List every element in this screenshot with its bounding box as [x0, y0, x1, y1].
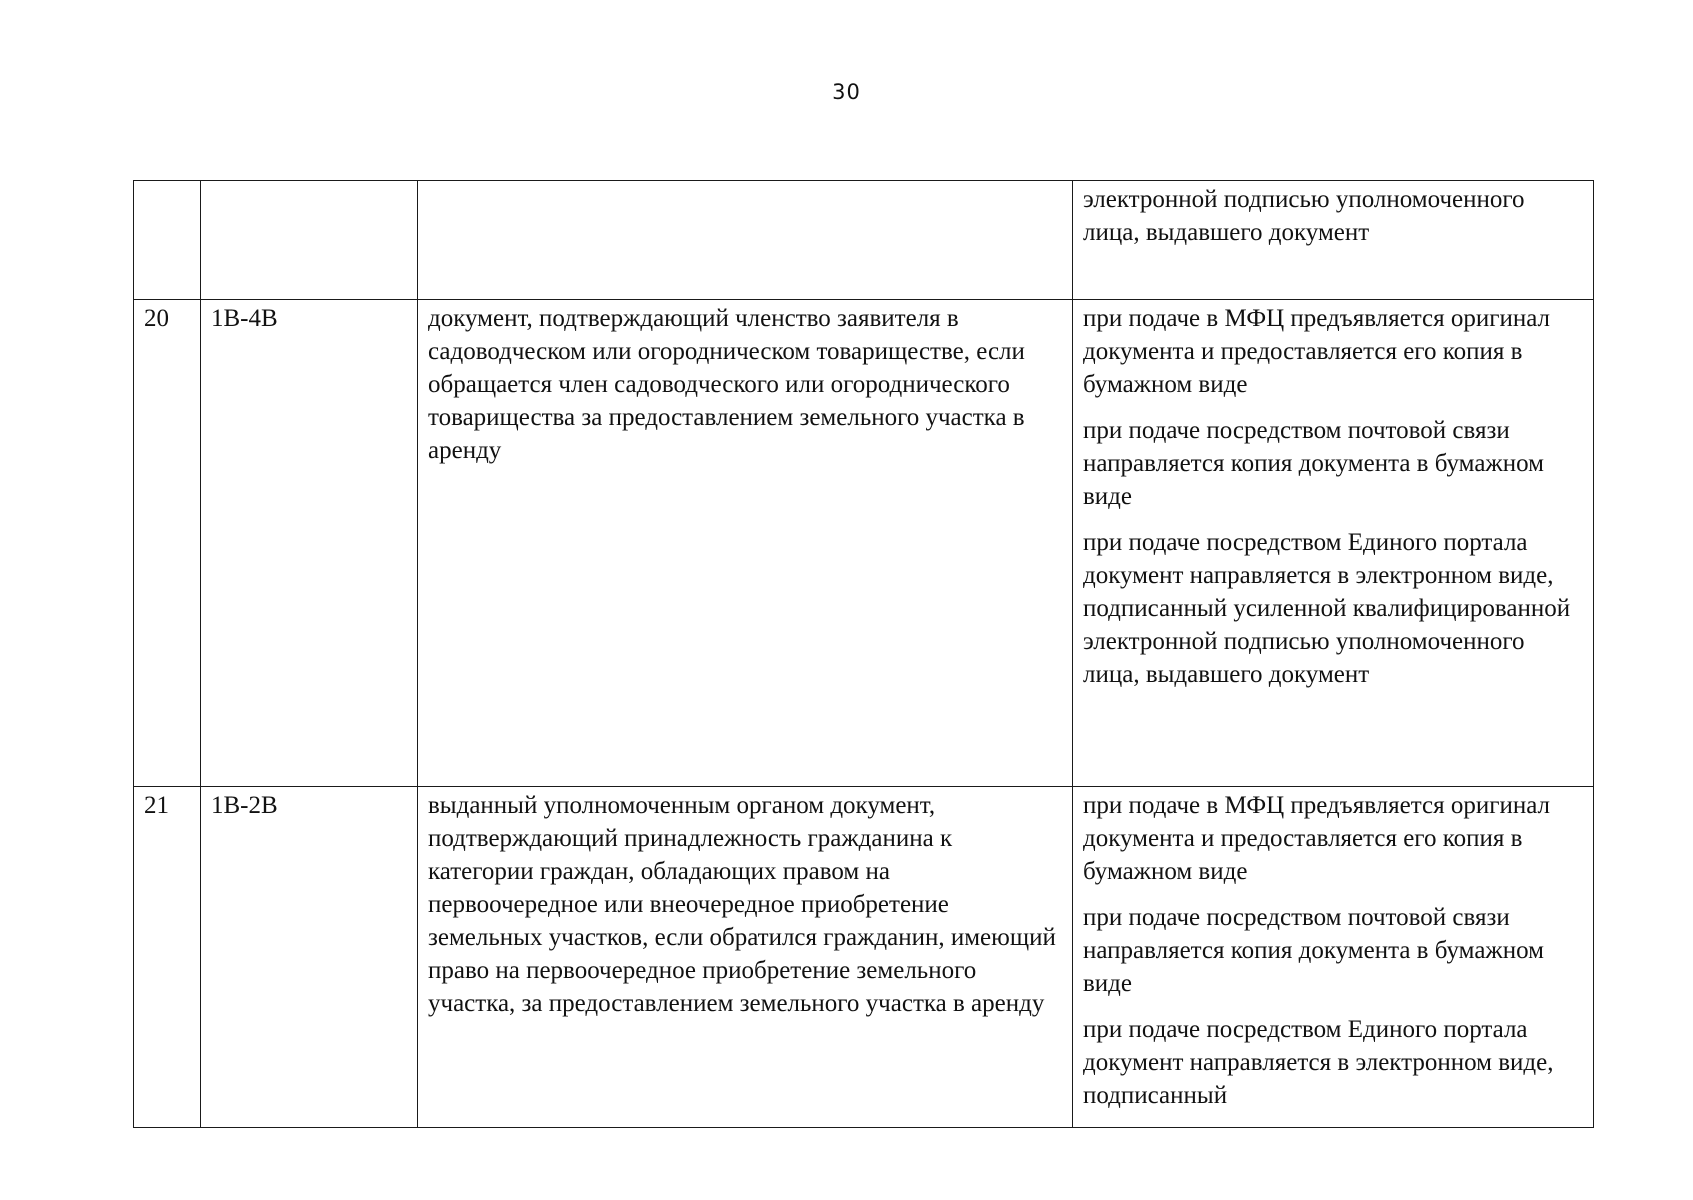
- row-number-cell: 20: [134, 300, 201, 787]
- row-submission-cell: [1073, 300, 1594, 787]
- row-description-cell: выданный уполномоченным органом документ, подтверждающий принадлежность гражданина к категории граждан, обладающих правом на первоочередное или внеочередное приобретение земельных участков, если обратился гражданин, имеющий право на первоочередное приобретение земельного участка, за предоставлением земельного участка в аренду: [418, 787, 1073, 1128]
- documents-table: [133, 180, 1594, 1128]
- row-code-cell: 1В-4В: [201, 300, 418, 787]
- submission-paragraph: при подаче посредством Единого портала документ направляется в электронном виде, подписанный усиленной квалифицированной электронной подписью уполномоченного лица, выдавшего документ: [1083, 529, 1571, 688]
- row-submission-cell: [1073, 787, 1594, 1128]
- page-number: 30: [832, 80, 861, 104]
- submission-paragraph: при подаче посредством Единого портала документ направляется в электронном виде, подписанный: [1083, 1016, 1554, 1109]
- row-number-cell: 21: [134, 787, 201, 1128]
- row-description-cell: [418, 181, 1073, 300]
- table-row-continuation: [134, 181, 1594, 300]
- table-row: [134, 300, 1594, 787]
- submission-paragraph: при подаче в МФЦ предъявляется оригинал документа и предоставляется его копия в бумажном виде: [1083, 305, 1551, 398]
- submission-paragraph: электронной подписью уполномоченного лица, выдавшего документ: [1083, 186, 1525, 246]
- submission-paragraph: при подаче в МФЦ предъявляется оригинал документа и предоставляется его копия в бумажном виде: [1083, 792, 1551, 885]
- submission-paragraph: при подаче посредством почтовой связи направляется копия документа в бумажном виде: [1083, 417, 1544, 510]
- row-submission-cell: [1073, 181, 1594, 300]
- table-row: [134, 787, 1594, 1128]
- row-description-cell: документ, подтверждающий членство заявителя в садоводческом или огородническом товариществе, если обращается член садоводческого или огороднического товарищества за предоставлением земельного участка в аренду: [418, 300, 1073, 787]
- submission-paragraph: при подаче посредством почтовой связи направляется копия документа в бумажном виде: [1083, 904, 1544, 997]
- row-number-cell: [134, 181, 201, 300]
- row-code-cell: [201, 181, 418, 300]
- row-code-cell: 1В-2В: [201, 787, 418, 1128]
